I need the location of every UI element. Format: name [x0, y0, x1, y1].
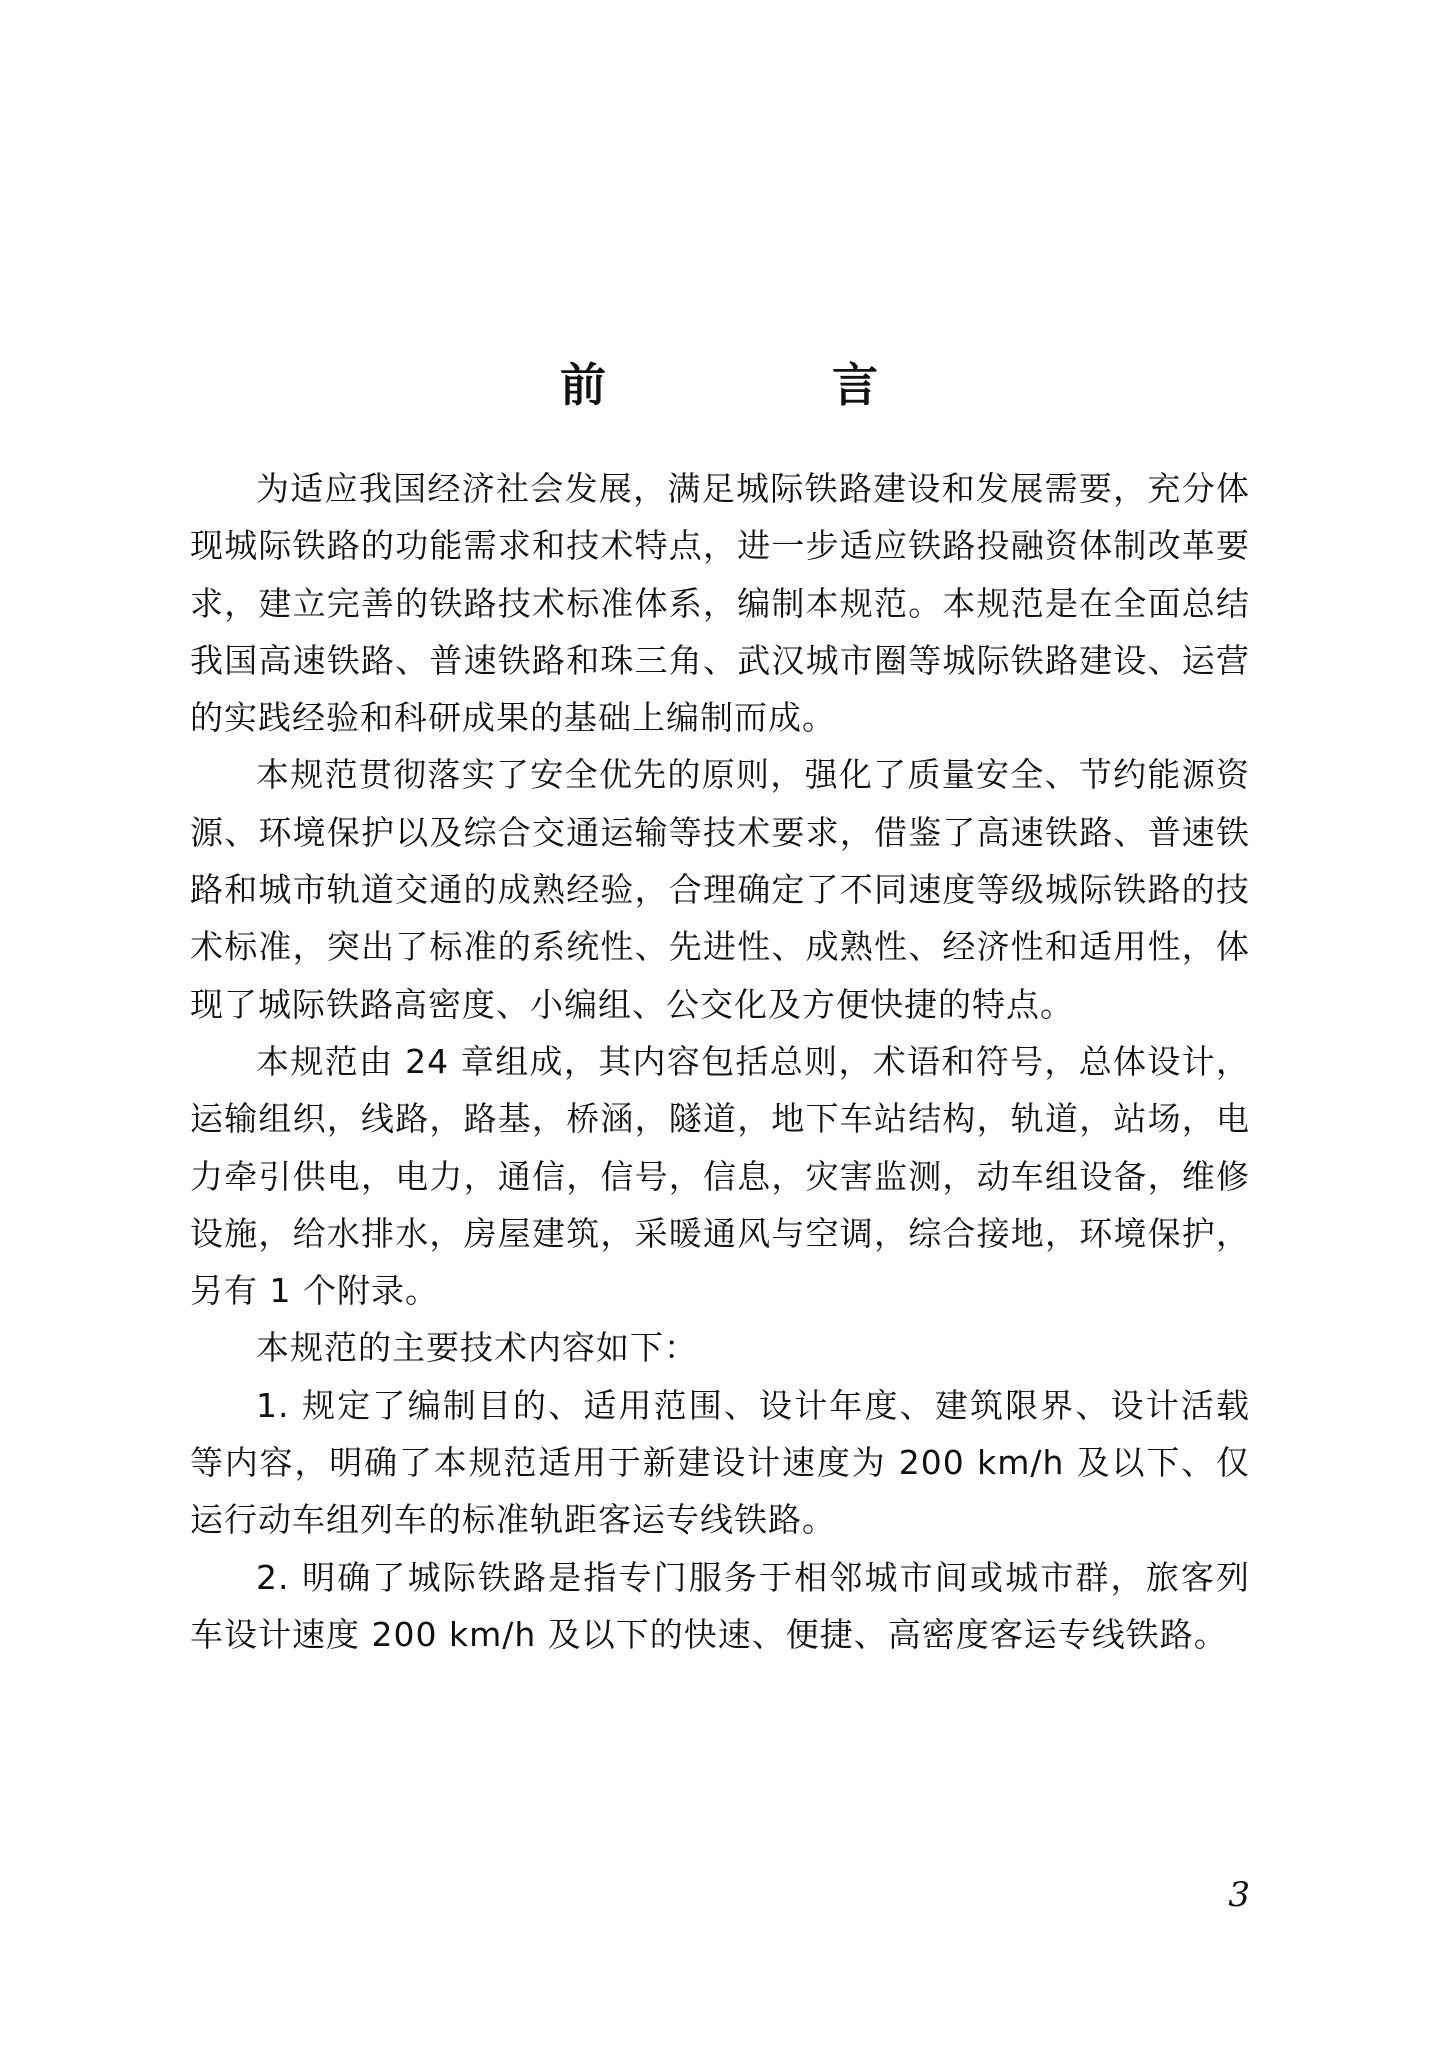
body-text [190, 460, 1250, 1663]
page-number: 3 [1228, 1875, 1250, 1915]
page-title: 前 言 [559, 358, 983, 412]
paragraph-purpose: 为适应我国经济社会发展，满足城际铁路建设和发展需要，充分体现城际铁路的功能需求和技术特点，进一步适应铁路投融资体制改革要求，建立完善的铁路技术标准体系，编制本规范。本规范是在全面总结我国高速铁路、普速铁路和珠三角、武汉城市圈等城际铁路建设、运营的实践经验和科研成果的基础上编制而成。 [190, 469, 1250, 738]
paragraph-item-2: 2. 明确了城际铁路是指专门服务于相邻城市间或城市群，旅客列车设计速度 200 km/h 及以下的快速、便捷、高密度客运专线铁路。 [190, 1557, 1250, 1654]
paragraph-contents-intro: 本规范的主要技术内容如下： [256, 1328, 698, 1368]
paragraph-item-1: 1. 规定了编制目的、适用范围、设计年度、建筑限界、设计活载等内容，明确了本规范适用于新建设计速度为 200 km/h 及以下、仅运行动车组列车的标准轨距客运专线铁路。 [190, 1385, 1250, 1540]
paragraph-chapters: 本规范由 24 章组成，其内容包括总则，术语和符号，总体设计，运输组织，线路，路基，桥涵，隧道，地下车站结构，轨道，站场，电力牵引供电，电力，通信，信号，信息，灾害监测，动车组设备，维修设施，给水排水，房屋建筑，采暖通风与空调，综合接地，环境保护，另有 1 个附录。 [190, 1041, 1250, 1311]
paragraph-principles: 本规范贯彻落实了安全优先的原则，强化了质量安全、节约能源资源、环境保护以及综合交通运输等技术要求，借鉴了高速铁路、普速铁路和城市轨道交通的成熟经验，合理确定了不同速度等级城际铁路的技术标准，突出了标准的系统性、先进性、成熟性、经济性和适用性，体现了城际铁路高密度、小编组、公交化及方便快捷的特点。 [190, 755, 1250, 1024]
